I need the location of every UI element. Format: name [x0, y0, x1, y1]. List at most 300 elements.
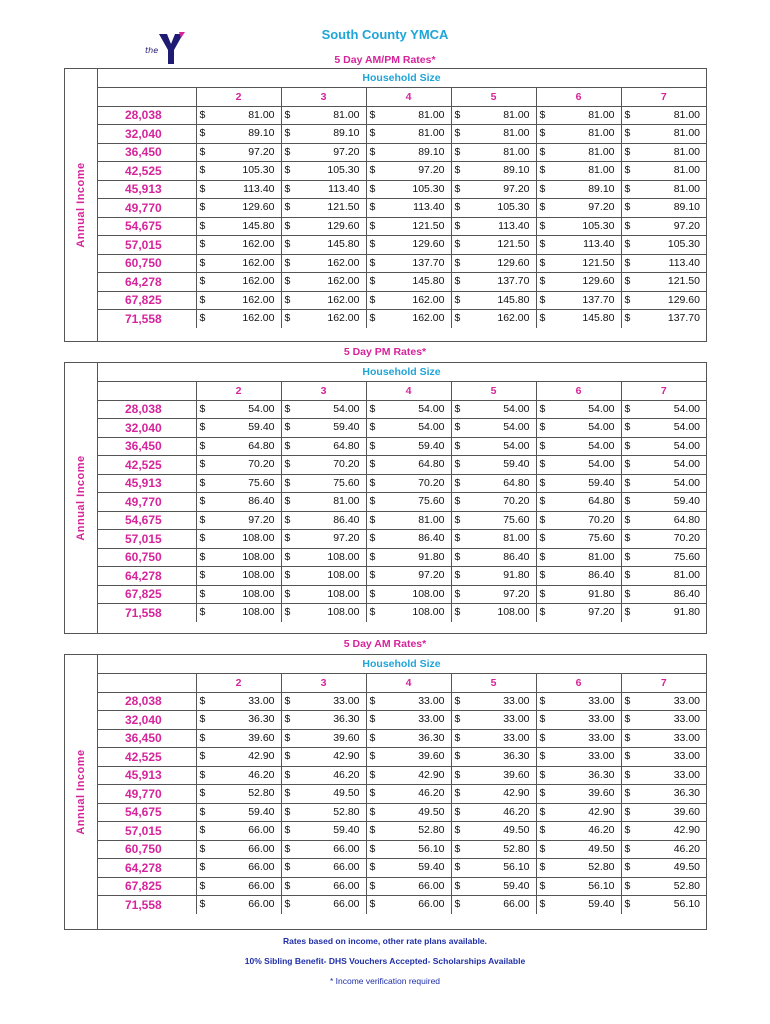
rate-value: 108.00 — [242, 587, 275, 600]
rate-cell — [366, 143, 451, 162]
rate-value: 66.00 — [503, 898, 530, 910]
rate-cell — [196, 419, 281, 438]
income-cell: 49,770 — [97, 785, 196, 804]
table-row — [97, 199, 706, 218]
rate-value: 121.50 — [497, 238, 530, 250]
rate-cell — [366, 859, 451, 878]
household-size-header: 5 — [451, 382, 536, 401]
currency-symbol: $ — [199, 476, 206, 489]
rate-value: 54.00 — [588, 402, 615, 415]
rate-value: 89.10 — [588, 182, 615, 195]
rate-cell — [451, 585, 536, 604]
currency-symbol: $ — [624, 513, 631, 526]
rate-cell — [451, 493, 536, 512]
currency-symbol: $ — [369, 127, 376, 139]
currency-symbol: $ — [199, 495, 206, 507]
currency-symbol: $ — [199, 182, 206, 195]
rate-value: 59.40 — [503, 458, 530, 470]
table-row — [97, 125, 706, 144]
rate-value: 81.00 — [673, 108, 700, 121]
rate-cell — [196, 199, 281, 218]
rate-value: 145.80 — [412, 275, 445, 287]
rate-cell — [536, 125, 621, 144]
rate-cell — [366, 766, 451, 785]
rates-table-box — [64, 654, 707, 930]
rate-cell — [451, 199, 536, 218]
rate-cell — [281, 711, 366, 730]
currency-symbol: $ — [624, 842, 631, 855]
rate-cell — [536, 493, 621, 512]
rate-cell — [196, 400, 281, 419]
currency-symbol: $ — [199, 694, 206, 707]
currency-symbol: $ — [369, 879, 376, 892]
rate-value: 46.20 — [333, 768, 360, 781]
currency-symbol: $ — [539, 476, 546, 489]
rate-value: 129.60 — [497, 256, 530, 269]
rate-value: 108.00 — [242, 569, 275, 581]
rate-cell — [536, 548, 621, 567]
rate-value: 59.40 — [248, 805, 275, 818]
household-size-header: 5 — [451, 88, 536, 107]
rate-value: 33.00 — [673, 768, 700, 781]
income-cell: 54,675 — [97, 803, 196, 822]
rate-cell — [281, 474, 366, 493]
currency-symbol: $ — [454, 898, 461, 910]
currency-symbol: $ — [199, 458, 206, 470]
rate-value: 81.00 — [503, 532, 530, 544]
rate-value: 52.80 — [588, 861, 615, 873]
rate-value: 81.00 — [503, 127, 530, 139]
rate-value: 91.80 — [418, 550, 445, 563]
rate-cell — [196, 106, 281, 125]
rate-value: 64.80 — [673, 513, 700, 526]
income-cell: 45,913 — [97, 180, 196, 199]
table-row — [97, 437, 706, 456]
rate-value: 66.00 — [333, 898, 360, 910]
rate-value: 56.10 — [418, 842, 445, 855]
rate-cell — [196, 162, 281, 181]
rate-value: 105.30 — [412, 182, 445, 195]
currency-symbol: $ — [369, 569, 376, 581]
rate-cell — [366, 254, 451, 273]
rate-cell — [281, 604, 366, 623]
rate-cell — [621, 199, 706, 218]
currency-symbol: $ — [199, 842, 206, 855]
rate-value: 91.80 — [503, 569, 530, 581]
currency-symbol: $ — [199, 439, 206, 452]
currency-symbol: $ — [284, 750, 291, 762]
rate-value: 54.00 — [503, 402, 530, 415]
rate-cell — [536, 530, 621, 549]
rate-value: 162.00 — [412, 312, 445, 324]
rate-value: 54.00 — [588, 458, 615, 470]
rate-cell — [196, 840, 281, 859]
currency-symbol: $ — [199, 532, 206, 544]
rate-value: 59.40 — [673, 495, 700, 507]
income-cell: 64,278 — [97, 859, 196, 878]
rate-cell — [366, 711, 451, 730]
rate-value: 81.00 — [588, 127, 615, 139]
currency-symbol: $ — [199, 164, 206, 176]
rate-cell — [536, 604, 621, 623]
logo-text: the — [145, 46, 159, 55]
rate-cell — [281, 456, 366, 475]
currency-symbol: $ — [199, 256, 206, 269]
table-row — [97, 585, 706, 604]
currency-symbol: $ — [284, 842, 291, 855]
rate-value: 42.90 — [673, 824, 700, 836]
rate-cell — [621, 236, 706, 255]
household-size-row — [97, 674, 706, 693]
rate-cell — [196, 143, 281, 162]
table-row — [97, 273, 706, 292]
currency-symbol: $ — [539, 550, 546, 563]
rate-value: 81.00 — [418, 513, 445, 526]
currency-symbol: $ — [369, 532, 376, 544]
rate-value: 129.60 — [242, 201, 275, 213]
income-cell: 42,525 — [97, 456, 196, 475]
rate-cell — [196, 291, 281, 310]
currency-symbol: $ — [454, 606, 461, 618]
currency-symbol: $ — [539, 513, 546, 526]
rate-value: 113.40 — [668, 256, 700, 269]
currency-symbol: $ — [199, 824, 206, 836]
income-cell: 57,015 — [97, 236, 196, 255]
currency-symbol: $ — [624, 421, 631, 433]
household-size-header: 6 — [536, 674, 621, 693]
currency-symbol: $ — [539, 458, 546, 470]
rate-cell — [366, 419, 451, 438]
rate-cell — [281, 273, 366, 292]
household-size-label: Household Size — [97, 655, 706, 674]
rate-cell — [196, 310, 281, 329]
rate-value: 54.00 — [418, 421, 445, 433]
rate-value: 54.00 — [248, 402, 275, 415]
rate-cell — [281, 143, 366, 162]
table-row — [97, 692, 706, 711]
currency-symbol: $ — [369, 824, 376, 836]
currency-symbol: $ — [369, 587, 376, 600]
rate-cell — [451, 803, 536, 822]
income-cell: 54,675 — [97, 217, 196, 236]
rate-value: 108.00 — [497, 606, 530, 618]
table-row — [97, 106, 706, 125]
rate-value: 75.60 — [418, 495, 445, 507]
rate-value: 39.60 — [673, 805, 700, 818]
household-size-header: 3 — [281, 88, 366, 107]
rate-value: 59.40 — [333, 421, 360, 433]
income-cell: 49,770 — [97, 199, 196, 218]
currency-symbol: $ — [369, 513, 376, 526]
rate-value: 81.00 — [588, 108, 615, 121]
rate-cell — [196, 236, 281, 255]
rate-value: 75.60 — [248, 476, 275, 489]
rate-value: 121.50 — [327, 201, 360, 213]
rate-value: 42.90 — [588, 805, 615, 818]
rate-cell — [281, 785, 366, 804]
section-title: 5 Day AM Rates* — [343, 638, 427, 650]
rate-value: 66.00 — [333, 842, 360, 855]
table-row — [97, 711, 706, 730]
rate-cell — [196, 474, 281, 493]
rate-cell — [621, 785, 706, 804]
rate-cell — [281, 162, 366, 181]
table-row — [97, 143, 706, 162]
currency-symbol: $ — [539, 787, 546, 799]
rate-cell — [621, 729, 706, 748]
rate-cell — [621, 604, 706, 623]
rate-value: 54.00 — [673, 402, 700, 415]
rate-cell — [281, 291, 366, 310]
rate-cell — [196, 548, 281, 567]
currency-symbol: $ — [199, 569, 206, 581]
rate-cell — [621, 254, 706, 273]
rate-cell — [196, 125, 281, 144]
footnote-verification: * Income verification required — [329, 976, 441, 986]
currency-symbol: $ — [454, 879, 461, 892]
rate-cell — [451, 162, 536, 181]
rate-cell — [366, 585, 451, 604]
rate-value: 39.60 — [248, 731, 275, 744]
table-row — [97, 400, 706, 419]
currency-symbol: $ — [454, 275, 461, 287]
currency-symbol: $ — [454, 108, 461, 121]
rate-value: 49.50 — [333, 787, 360, 799]
rate-cell — [281, 585, 366, 604]
table-row — [97, 803, 706, 822]
rate-cell — [281, 548, 366, 567]
rate-cell — [451, 310, 536, 329]
rate-cell — [536, 291, 621, 310]
table-row — [97, 291, 706, 310]
currency-symbol: $ — [369, 421, 376, 433]
currency-symbol: $ — [199, 108, 206, 121]
rate-cell — [451, 419, 536, 438]
rate-cell — [196, 803, 281, 822]
rate-value: 33.00 — [503, 713, 530, 725]
rate-cell — [281, 125, 366, 144]
currency-symbol: $ — [284, 787, 291, 799]
currency-symbol: $ — [284, 312, 291, 324]
section-title: 5 Day AM/PM Rates* — [334, 54, 436, 66]
rate-value: 113.40 — [413, 201, 445, 213]
income-cell: 60,750 — [97, 840, 196, 859]
rate-value: 137.70 — [412, 256, 445, 269]
currency-symbol: $ — [454, 421, 461, 433]
rate-value: 145.80 — [582, 312, 615, 324]
rate-value: 33.00 — [588, 731, 615, 744]
rate-cell — [536, 711, 621, 730]
rate-cell — [621, 291, 706, 310]
rate-value: 97.20 — [503, 587, 530, 600]
currency-symbol: $ — [624, 768, 631, 781]
currency-symbol: $ — [369, 182, 376, 195]
annual-income-label: Annual Income — [75, 749, 87, 835]
rate-value: 81.00 — [673, 182, 700, 195]
rates-table-box — [64, 68, 707, 342]
rate-cell — [536, 692, 621, 711]
household-size-header: 7 — [621, 382, 706, 401]
table-row — [97, 493, 706, 512]
table-row — [97, 419, 706, 438]
rate-value: 42.90 — [333, 750, 360, 762]
currency-symbol: $ — [624, 458, 631, 470]
rate-value: 162.00 — [412, 293, 445, 306]
income-cell: 57,015 — [97, 822, 196, 841]
rate-cell — [536, 474, 621, 493]
currency-symbol: $ — [284, 108, 291, 121]
rate-value: 39.60 — [418, 750, 445, 762]
rate-cell — [281, 896, 366, 915]
rate-value: 86.40 — [673, 587, 700, 600]
rate-cell — [451, 437, 536, 456]
rate-cell — [281, 419, 366, 438]
income-cell: 32,040 — [97, 711, 196, 730]
rate-value: 75.60 — [503, 513, 530, 526]
currency-symbol: $ — [624, 550, 631, 563]
currency-symbol: $ — [369, 787, 376, 799]
currency-symbol: $ — [284, 293, 291, 306]
currency-symbol: $ — [284, 768, 291, 781]
currency-symbol: $ — [539, 495, 546, 507]
rate-value: 162.00 — [327, 256, 360, 269]
rate-value: 56.10 — [503, 861, 530, 873]
rate-cell — [451, 456, 536, 475]
household-size-header: 3 — [281, 674, 366, 693]
rates-table — [97, 87, 706, 328]
rate-value: 81.00 — [333, 108, 360, 121]
rate-cell — [536, 437, 621, 456]
rate-cell — [451, 236, 536, 255]
currency-symbol: $ — [624, 861, 631, 873]
rate-cell — [451, 766, 536, 785]
rate-value: 39.60 — [503, 768, 530, 781]
currency-symbol: $ — [539, 731, 546, 744]
rate-cell — [451, 254, 536, 273]
rate-value: 113.40 — [243, 182, 275, 195]
table-row — [97, 877, 706, 896]
currency-symbol: $ — [199, 219, 206, 232]
rate-cell — [621, 419, 706, 438]
currency-symbol: $ — [284, 145, 291, 158]
rates-table — [97, 381, 706, 622]
rate-cell — [451, 877, 536, 896]
currency-symbol: $ — [284, 164, 291, 176]
annual-income-column — [65, 363, 98, 633]
rate-cell — [281, 840, 366, 859]
rate-value: 105.30 — [327, 164, 360, 176]
currency-symbol: $ — [454, 569, 461, 581]
rate-value: 54.00 — [503, 439, 530, 452]
rate-value: 70.20 — [503, 495, 530, 507]
currency-symbol: $ — [454, 787, 461, 799]
currency-symbol: $ — [454, 127, 461, 139]
currency-symbol: $ — [199, 861, 206, 873]
rate-value: 97.20 — [588, 201, 615, 213]
rate-value: 54.00 — [588, 421, 615, 433]
rate-cell — [451, 896, 536, 915]
rate-value: 66.00 — [248, 824, 275, 836]
rate-value: 42.90 — [503, 787, 530, 799]
rate-value: 89.10 — [503, 164, 530, 176]
currency-symbol: $ — [624, 238, 631, 250]
currency-symbol: $ — [624, 402, 631, 415]
rate-value: 81.00 — [588, 145, 615, 158]
currency-symbol: $ — [624, 182, 631, 195]
currency-symbol: $ — [539, 256, 546, 269]
rate-cell — [366, 310, 451, 329]
rate-cell — [536, 585, 621, 604]
currency-symbol: $ — [199, 606, 206, 618]
rate-value: 137.70 — [582, 293, 615, 306]
rate-cell — [451, 273, 536, 292]
currency-symbol: $ — [199, 275, 206, 287]
currency-symbol: $ — [199, 513, 206, 526]
header-blank-cell — [97, 674, 196, 693]
rate-cell — [451, 604, 536, 623]
household-size-header: 5 — [451, 674, 536, 693]
rate-value: 113.40 — [583, 238, 615, 250]
currency-symbol: $ — [624, 750, 631, 762]
rate-value: 75.60 — [588, 532, 615, 544]
rate-value: 64.80 — [248, 439, 275, 452]
currency-symbol: $ — [369, 694, 376, 707]
currency-symbol: $ — [539, 898, 546, 910]
income-cell: 45,913 — [97, 766, 196, 785]
rate-cell — [196, 785, 281, 804]
rate-value: 129.60 — [412, 238, 445, 250]
rate-cell — [536, 456, 621, 475]
rate-value: 113.40 — [498, 219, 530, 232]
currency-symbol: $ — [539, 879, 546, 892]
currency-symbol: $ — [624, 569, 631, 581]
annual-income-column — [65, 69, 98, 341]
rate-cell — [536, 180, 621, 199]
rate-cell — [536, 840, 621, 859]
rate-cell — [281, 511, 366, 530]
table-row — [97, 530, 706, 549]
currency-symbol: $ — [284, 694, 291, 707]
rate-cell — [196, 877, 281, 896]
income-cell: 36,450 — [97, 729, 196, 748]
currency-symbol: $ — [199, 145, 206, 158]
rate-value: 89.10 — [248, 127, 275, 139]
currency-symbol: $ — [454, 495, 461, 507]
currency-symbol: $ — [454, 293, 461, 306]
rate-value: 46.20 — [418, 787, 445, 799]
rate-cell — [451, 548, 536, 567]
income-cell: 57,015 — [97, 530, 196, 549]
table-row — [97, 180, 706, 199]
rate-value: 70.20 — [588, 513, 615, 526]
rate-value: 49.50 — [673, 861, 700, 873]
rate-value: 75.60 — [333, 476, 360, 489]
currency-symbol: $ — [454, 750, 461, 762]
currency-symbol: $ — [624, 731, 631, 744]
rate-cell — [621, 877, 706, 896]
rate-cell — [451, 692, 536, 711]
rate-cell — [536, 419, 621, 438]
currency-symbol: $ — [539, 312, 546, 324]
currency-symbol: $ — [369, 861, 376, 873]
currency-symbol: $ — [369, 606, 376, 618]
rate-cell — [451, 511, 536, 530]
currency-symbol: $ — [284, 713, 291, 725]
currency-symbol: $ — [454, 458, 461, 470]
currency-symbol: $ — [539, 861, 546, 873]
rate-value: 36.30 — [333, 713, 360, 725]
rate-cell — [536, 729, 621, 748]
